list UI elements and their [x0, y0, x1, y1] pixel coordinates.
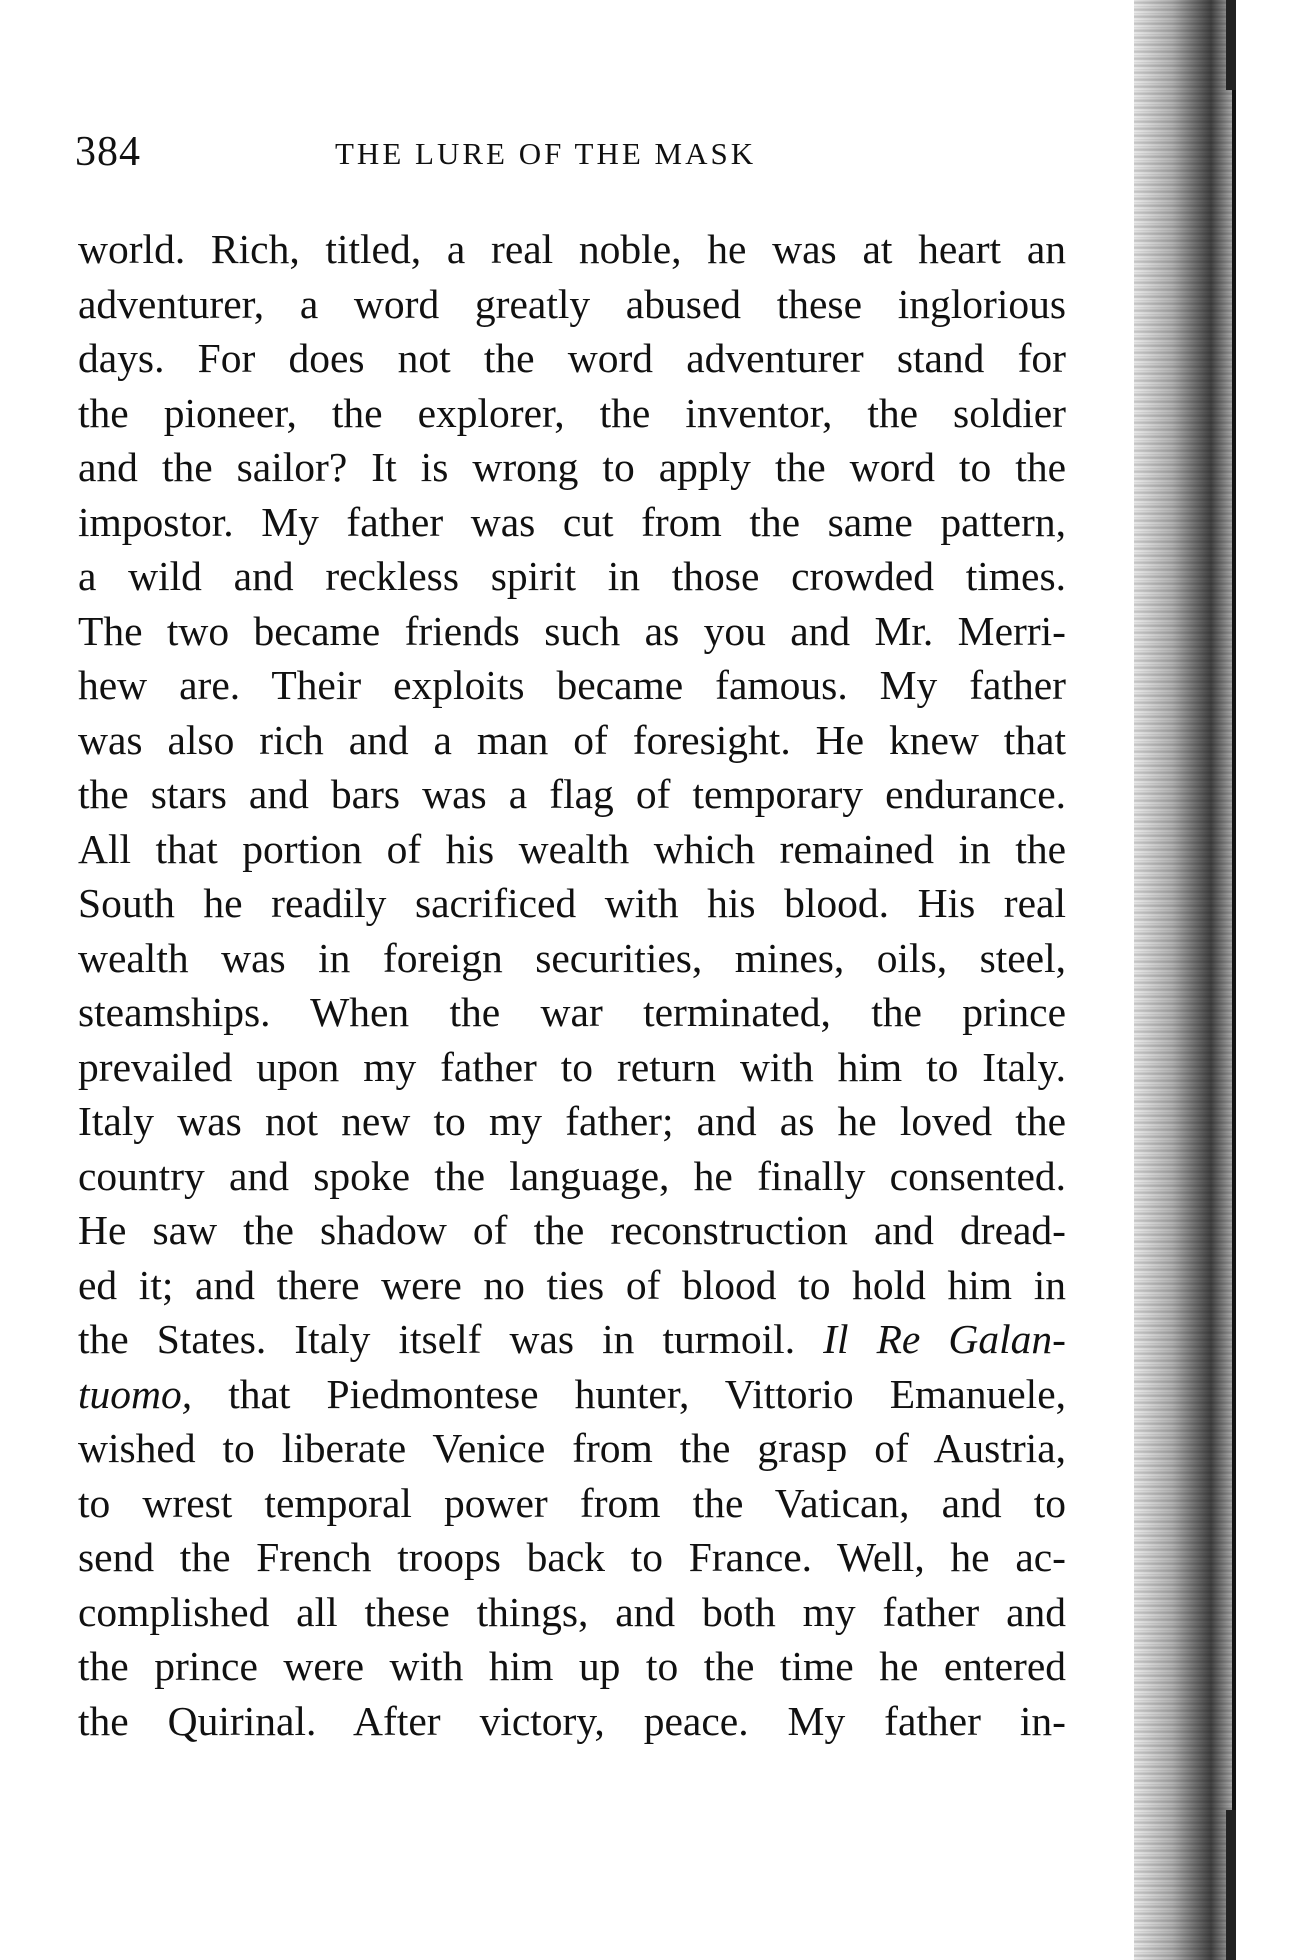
text-line: world. Rich, titled, a real noble, he was at heart an: [78, 226, 1066, 272]
spine-mark: [1226, 1810, 1236, 1960]
text-line: hew are. Their exploits became famous. My father: [78, 662, 1066, 708]
text-line: the pioneer, the explorer, the inventor, the soldier: [78, 389, 1066, 436]
page-header: [75, 128, 1065, 178]
text-line: adventurer, a word greatly abused these inglorious: [78, 280, 1066, 327]
text-line: Italy was not new to my father; and as he loved the: [78, 1098, 1066, 1144]
gutter-margin: [1236, 0, 1304, 1960]
text-line: wished to liberate Venice from the grasp of Austria,: [78, 1425, 1066, 1471]
spine-mark: [1226, 0, 1236, 90]
text-line: days. For does not the word adventurer stand for: [78, 335, 1066, 381]
running-head: THE LURE OF THE MASK: [335, 136, 757, 171]
text-line: and the sailor? It is wrong to apply the word to the: [78, 444, 1066, 490]
book-binding-edge: [1104, 0, 1304, 1960]
text-fragment: the States. Italy itself was in turmoil.: [78, 1316, 796, 1362]
text-line: The two became friends such as you and Mr. Merri-: [78, 607, 1066, 654]
text-line: the stars and bars was a flag of temporary endurance.: [78, 771, 1066, 817]
text-line: country and spoke the language, he finally consented.: [78, 1152, 1066, 1199]
text-line: impostor. My father was cut from the same pattern,: [78, 498, 1066, 545]
text-line: complished all these things, and both my father and: [78, 1588, 1066, 1635]
text-line: All that portion of his wealth which remained in the: [78, 825, 1066, 872]
text-line: send the French troops back to France. Well, he ac-: [78, 1534, 1066, 1580]
text-line-mixed: [78, 1367, 1066, 1422]
text-line: to wrest temporal power from the Vatican, and to: [78, 1479, 1066, 1526]
italic-fragment: Il Re Galan-: [823, 1316, 1066, 1362]
text-line: ed it; and there were no ties of blood to hold him in: [78, 1261, 1066, 1308]
gutter-shadow: [1134, 0, 1244, 1960]
text-fragment: that Piedmontese hunter, Vittorio Emanuele,: [228, 1370, 1066, 1417]
text-line: a wild and reckless spirit in those crowded times.: [78, 553, 1066, 599]
text-line-mixed: [78, 1312, 1066, 1367]
text-line: prevailed upon my father to return with him to Italy.: [78, 1043, 1066, 1090]
italic-fragment: tuomo,: [78, 1370, 193, 1417]
text-line: the prince were with him up to the time he entered: [78, 1643, 1066, 1689]
text-line: He saw the shadow of the reconstruction and dread-: [78, 1207, 1066, 1253]
text-line: the Quirinal. After victory, peace. My father in-: [78, 1697, 1066, 1744]
text-line: wealth was in foreign securities, mines, oils, steel,: [78, 934, 1066, 981]
body-text: [78, 222, 1066, 1748]
page-number: 384: [75, 129, 141, 175]
text-line: was also rich and a man of foresight. He knew that: [78, 716, 1066, 763]
text-line: South he readily sacrificed with his blood. His real: [78, 880, 1066, 926]
text-line: steamships. When the war terminated, the prince: [78, 989, 1066, 1035]
